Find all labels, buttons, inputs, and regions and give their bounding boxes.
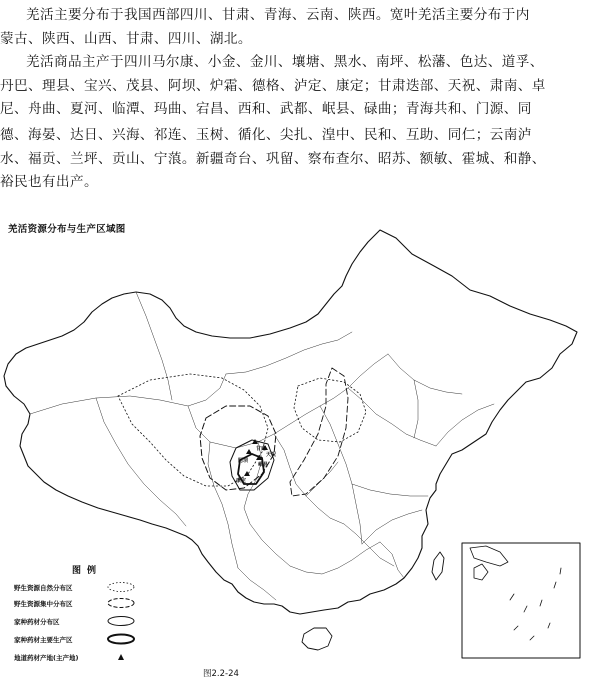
text-line: 丹巴、理县、宝兴、茂县、阿坝、炉霜、德格、泸定、康定；甘肃迭部、天祝、肃南、卓 — [0, 77, 546, 94]
text-line: 羌活商品主产于四川马尔康、小金、金川、壤塘、黑水、南坪、松藩、色达、道孚、 — [26, 54, 544, 70]
wild-natural-range-east — [294, 378, 366, 442]
text-line: 德、海晏、达日、兴海、祁连、玉树、循化、尖扎、湟中、民和、互助、同仁；云南泸 — [0, 127, 532, 143]
wild-concentrated-range-east — [290, 368, 348, 496]
solid-ellipse-icon — [106, 615, 136, 627]
legend-item-cultivated-main — [14, 633, 164, 647]
paragraph-production-continued — [0, 124, 596, 195]
text-line: 羌活主要分布于我国西部四川、甘肃、青海、云南、陕西。宽叶羌活主要分布于内 — [26, 7, 530, 23]
legend-item-wild-concentrated — [14, 597, 164, 611]
text-line: 水、福贡、兰坪、贡山、宁蒗。新疆奇台、巩留、察布查尔、昭苏、额敏、霍城、和静、 — [0, 150, 546, 167]
wild-natural-range — [118, 374, 268, 486]
city-label: 岷县 — [258, 462, 269, 468]
hainan-island — [302, 628, 332, 650]
site-marker — [246, 449, 252, 454]
city-label: 甘南 — [256, 446, 267, 452]
map-title: 羌活资源分布与生产区域图 — [8, 224, 126, 235]
legend-title: 图例 — [72, 566, 103, 576]
legend-label: 野生资源自然分布区 — [14, 584, 73, 592]
legend-item-genuine-origin — [14, 651, 164, 665]
city-label: 阿坝 — [238, 458, 249, 464]
dotted-ellipse-icon — [106, 581, 136, 593]
dashed-ellipse-icon — [106, 597, 136, 609]
thick-ellipse-icon — [106, 633, 136, 645]
triangle-marker-icon — [106, 651, 136, 663]
paragraph-production — [0, 51, 596, 122]
city-label: 天祝 — [266, 452, 277, 458]
text-line: 尼、舟曲、夏河、临潭、玛曲、宕昌、西和、武都、岷县、碌曲；青海共和、门源、同 — [0, 101, 532, 117]
figure-caption: 图2.2-24 — [203, 669, 239, 679]
taiwan-island — [432, 552, 444, 580]
legend-item-cultivated — [14, 615, 164, 629]
paragraph-distribution — [0, 4, 596, 51]
legend-label: 野生资源集中分布区 — [14, 600, 73, 608]
legend-label: 家种药材分布区 — [14, 618, 60, 626]
text-line: 裕民也有出产。 — [0, 174, 98, 190]
legend-label: 地道药材产地(主产地) — [14, 654, 79, 662]
country-outline — [4, 230, 577, 614]
legend-item-wild-natural — [14, 581, 164, 595]
south-china-sea-islands — [470, 546, 561, 640]
legend-label: 家种药材主要生产区 — [14, 636, 73, 644]
city-label: 康定 — [236, 478, 247, 484]
text-line: 蒙古、陕西、山西、甘肃、四川、湖北。 — [0, 30, 252, 47]
